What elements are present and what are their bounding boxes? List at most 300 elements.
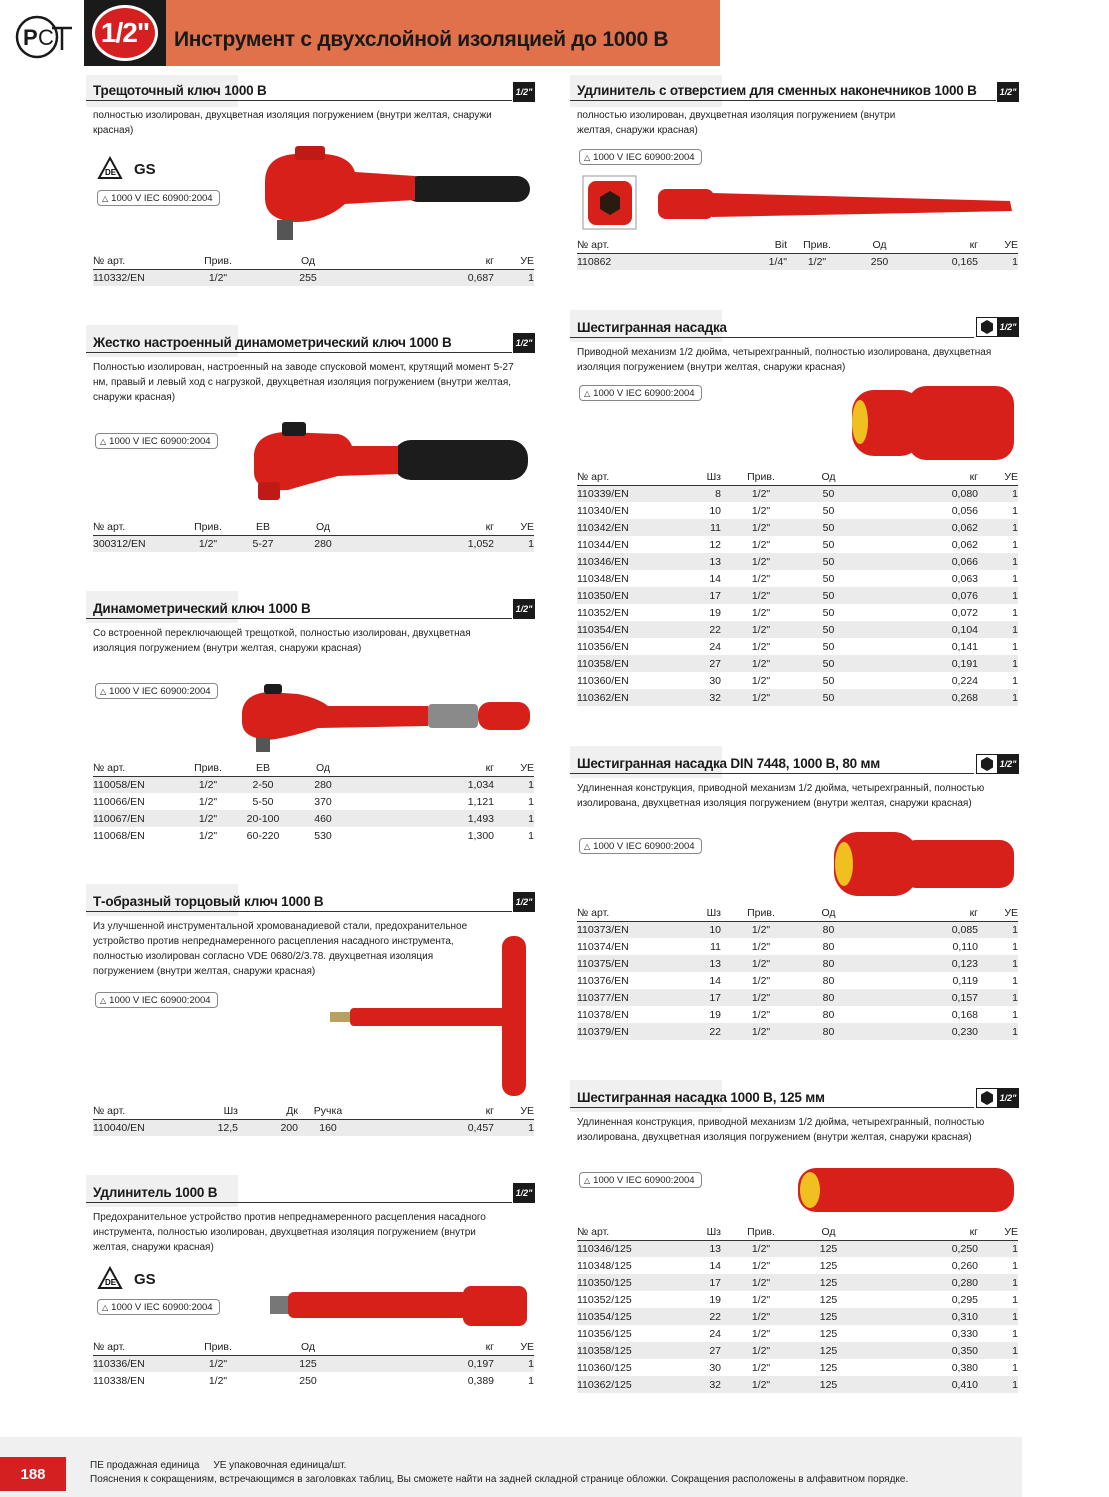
cell: 110379/EN [577, 1023, 677, 1040]
drive-size-label: 1/2" [92, 5, 158, 61]
spec-table-torque [93, 760, 534, 844]
cell: 1/2" [751, 674, 771, 687]
cell: 110377/EN [577, 989, 677, 1006]
spec-table-hex-socket-125 [577, 1224, 1018, 1393]
cell: 1/2" [751, 974, 771, 987]
cell: 24 [709, 1327, 721, 1340]
table-row [93, 810, 534, 827]
cell: 110362/EN [577, 689, 677, 706]
cell: 0,157 [856, 989, 978, 1006]
cell: 50 [822, 538, 835, 551]
cell: 1 [978, 655, 1018, 672]
drive-badge: 1/2" [513, 892, 535, 912]
cell: 1 [978, 587, 1018, 604]
cell: 530 [314, 829, 332, 842]
col-header: Прив. [721, 905, 801, 921]
table-row [577, 1376, 1018, 1393]
iec-certification-badge [579, 149, 702, 165]
drive-badge: 1/2" [997, 317, 1019, 337]
col-header: ЕВ [233, 519, 293, 535]
iec-label: 1000 V IEC 60900:2004 [109, 435, 211, 447]
cell: 110362/125 [577, 1376, 677, 1393]
table-row [577, 570, 1018, 587]
col-header: Шз [677, 469, 721, 485]
cell: 0,141 [951, 640, 978, 653]
drive-badge: 1/2" [513, 333, 535, 353]
table-row [577, 672, 1018, 689]
iec-label: 1000 V IEC 60900:2004 [593, 387, 695, 399]
col-header: Прив. [183, 253, 253, 269]
cell: 22 [677, 1023, 721, 1040]
iec-certification-badge [579, 1172, 702, 1188]
col-header: УЕ [978, 237, 1018, 253]
table-row [577, 1291, 1018, 1308]
table-row [577, 1023, 1018, 1040]
iec-certification-badge [579, 838, 702, 854]
cell: 125 [819, 1361, 838, 1374]
cell: 1 [978, 621, 1018, 638]
bit-extension-image [656, 183, 1016, 225]
cell: 1 [1012, 974, 1018, 987]
cell: 17 [677, 989, 721, 1006]
drive-badge: 1/2" [513, 599, 535, 619]
cell: 50 [801, 519, 856, 536]
col-header: № арт. [93, 1339, 183, 1355]
col-header: кг [358, 1103, 494, 1119]
cell: 1/2" [721, 689, 801, 706]
col-header: кг [856, 1224, 978, 1240]
cell: 1/2" [751, 1008, 771, 1021]
col-header: № арт. [93, 1103, 183, 1119]
cell: 19 [709, 1008, 721, 1021]
gs-icon [131, 1266, 157, 1290]
col-header: № арт. [93, 253, 183, 269]
footer-legend: ПЕ продажная единица УЕ упаковочная единица/шт. [90, 1460, 347, 1471]
cell: 1/2" [721, 655, 801, 672]
table-row [577, 519, 1018, 536]
table-row [577, 972, 1018, 989]
cell: 280 [293, 776, 353, 793]
cell: 0,123 [856, 955, 978, 972]
cell: 1 [1012, 940, 1018, 953]
cert-icons [97, 156, 157, 180]
cell: 0,062 [951, 538, 978, 551]
cell: 0,280 [856, 1274, 978, 1291]
iec-certification-badge [95, 433, 218, 449]
section-title-extension: Удлинитель 1000 В [93, 1185, 218, 1200]
hex-badge [976, 1088, 998, 1108]
cell: 1 [978, 485, 1018, 502]
cell: 125 [819, 1293, 838, 1306]
table-row [577, 1006, 1018, 1023]
cell: 0,076 [856, 587, 978, 604]
cell: 0,380 [951, 1361, 978, 1374]
cell: 1/2" [751, 572, 771, 585]
section-description: Приводной механизм 1/2 дюйма, четырехгранный, полностью изолирована, двухцветная изоляция погружением (внутри желтая, снаружи красная) [577, 347, 992, 373]
col-header: УЕ [494, 253, 534, 269]
iec-certification-badge [95, 992, 218, 1008]
cell: 1 [978, 1274, 1018, 1291]
bit-holder-detail-image [582, 175, 637, 230]
cell: 1,121 [467, 795, 494, 808]
table-row [577, 1308, 1018, 1325]
spec-table-tbar [93, 1103, 534, 1136]
col-header: Од [293, 760, 353, 776]
table-row [93, 1119, 534, 1136]
section-title-hex-socket-80: Шестигранная насадка DIN 7448, 1000 В, 80 мм [577, 756, 881, 771]
cell: 1/4" [677, 253, 787, 270]
cell: 110068/EN [93, 829, 145, 842]
hexagon-icon [979, 1090, 995, 1106]
cell: 110340/EN [577, 504, 629, 517]
cell: 0,268 [856, 689, 978, 706]
cell: 250 [847, 253, 912, 270]
drive-badge: 1/2" [513, 1183, 535, 1203]
table-row [577, 1240, 1018, 1257]
cell: 0,119 [952, 974, 978, 987]
iec-certification-badge [97, 190, 220, 206]
cell: 0,410 [856, 1376, 978, 1393]
cell: 14 [709, 1259, 721, 1272]
section-title-torque: Динамометрический ключ 1000 В [93, 601, 311, 616]
cell: 1/2" [198, 829, 218, 842]
cell: 110354/125 [577, 1308, 677, 1325]
spec-table-torque-fixed [93, 519, 534, 552]
cell: 110358/125 [577, 1342, 677, 1359]
cell: 5-50 [252, 795, 274, 808]
col-header: № арт. [577, 469, 677, 485]
table-body [577, 485, 1018, 706]
cell: 12 [709, 538, 721, 551]
col-header: кг [363, 253, 494, 269]
svg-text:DE: DE [105, 168, 117, 177]
cell: 80 [801, 989, 856, 1006]
cell: 11 [710, 940, 721, 953]
section-title-bit-extension: Удлинитель с отверстием для сменных наконечников 1000 В [577, 83, 977, 98]
cell: 0,310 [856, 1308, 978, 1325]
cell: 1/2" [208, 1374, 228, 1387]
cell: 0,250 [856, 1240, 978, 1257]
cell: 1 [1012, 538, 1018, 551]
cell: 0,197 [363, 1355, 494, 1372]
cell: 250 [299, 1374, 317, 1387]
cell: 300312/EN [93, 535, 183, 552]
section-description: Предохранительное устройство против непреднамеренного расцепления насадного инструмента, полностью изолирован, двухцветная изоляция погружением (внутри желтая, снаружи красная) [93, 1212, 486, 1253]
vde-icon [97, 1266, 123, 1290]
cell: 1 [494, 1119, 534, 1136]
warning-triangle-icon: △ [100, 995, 107, 1005]
cell: 1/2" [183, 776, 233, 793]
cell: 1/2" [721, 955, 801, 972]
cell: 1 [1012, 1008, 1018, 1021]
cell: 80 [801, 1023, 856, 1040]
col-header: кг [363, 1339, 494, 1355]
table-row [577, 1325, 1018, 1342]
cell: 1/2" [751, 538, 771, 551]
table-row [93, 1355, 534, 1372]
cell: 110339/EN [577, 485, 677, 502]
section-title-hex-socket: Шестигранная насадка [577, 320, 727, 335]
col-header: Прив. [183, 519, 233, 535]
col-header: кг [353, 760, 494, 776]
table-row [577, 1342, 1018, 1359]
cell: 14 [709, 974, 721, 987]
cell: 370 [314, 795, 332, 808]
cell: 110360/EN [577, 674, 629, 687]
cell: 110350/EN [577, 587, 677, 604]
col-header: ЕВ [233, 760, 293, 776]
cell: 0,230 [856, 1023, 978, 1040]
svg-text:P: P [23, 25, 38, 50]
col-header: кг [856, 469, 978, 485]
cell: 1,300 [467, 829, 494, 842]
cell: 110332/EN [93, 269, 183, 286]
cell: 80 [801, 921, 856, 938]
cell: 125 [801, 1308, 856, 1325]
cell: 0,687 [363, 269, 494, 286]
cell: 110374/EN [577, 940, 629, 953]
cell: 1,034 [353, 776, 494, 793]
cell: 1 [1012, 606, 1018, 619]
iec-label: 1000 V IEC 60900:2004 [593, 840, 695, 852]
cell: 1 [978, 689, 1018, 706]
cell: 50 [801, 485, 856, 502]
torque-wrench-fixed-image [248, 420, 533, 505]
cell: 0,085 [856, 921, 978, 938]
cell: 1,493 [353, 810, 494, 827]
cell: 0,295 [951, 1293, 978, 1306]
col-header: № арт. [93, 519, 183, 535]
section-description: полностью изолирован, двухцветная изоляция погружением (внутри желтая, снаружи красная) [93, 110, 492, 136]
cell: 8 [677, 485, 721, 502]
cell: 1/2" [721, 553, 801, 570]
cell: 0,165 [912, 253, 978, 270]
cell: 1/2" [183, 1355, 253, 1372]
cell: 22 [677, 621, 721, 638]
col-header: кг [912, 237, 978, 253]
table-row [577, 921, 1018, 938]
cell: 30 [709, 1361, 721, 1374]
table-row [577, 1359, 1018, 1376]
col-header: Од [293, 519, 353, 535]
cell: 110373/EN [577, 921, 677, 938]
cell: 1 [978, 955, 1018, 972]
cell: 1/2" [721, 921, 801, 938]
cell: 125 [253, 1355, 363, 1372]
table-row [577, 587, 1018, 604]
hex-socket-80-image [832, 828, 1017, 900]
iec-label: 1000 V IEC 60900:2004 [109, 685, 211, 697]
cell: 110344/EN [577, 538, 629, 551]
cell: 1/2" [183, 535, 233, 552]
drive-badge: 1/2" [513, 82, 535, 102]
hex-socket-image [848, 382, 1018, 464]
cell: 0,110 [952, 940, 978, 953]
cell: 160 [298, 1119, 358, 1136]
cell: 110040/EN [93, 1119, 183, 1136]
cell: 80 [822, 974, 835, 987]
cell: 0,389 [467, 1374, 494, 1387]
drive-badge: 1/2" [997, 754, 1019, 774]
cell: 110375/EN [577, 955, 677, 972]
cell: 1/2" [751, 606, 771, 619]
section-description: полностью изолирован, двухцветная изоляция погружением (внутри желтая, снаружи красная) [577, 110, 896, 136]
table-row [93, 776, 534, 793]
cell: 1/2" [751, 504, 771, 517]
col-header: № арт. [577, 237, 677, 253]
cell: 17 [677, 587, 721, 604]
cell: 1/2" [183, 269, 253, 286]
cell: 110346/125 [577, 1240, 677, 1257]
cell: 1 [1012, 640, 1018, 653]
svg-text:DE: DE [105, 1278, 117, 1287]
cell: 1/2" [721, 989, 801, 1006]
cell: 1,052 [353, 535, 494, 552]
table-row [577, 1257, 1018, 1274]
iec-certification-badge [579, 385, 702, 401]
cell: 50 [822, 640, 835, 653]
cell: 1/2" [721, 485, 801, 502]
cell: 1/2" [183, 810, 233, 827]
cell: 125 [801, 1342, 856, 1359]
cell: 1 [494, 1355, 534, 1372]
cell: 1 [1012, 504, 1018, 517]
section-title-ratchet: Трещоточный ключ 1000 В [93, 83, 267, 98]
section-title-hex-socket-125: Шестигранная насадка 1000 В, 125 мм [577, 1090, 825, 1105]
cell: 30 [709, 674, 721, 687]
cell: 1/2" [751, 640, 771, 653]
table-body [577, 1240, 1018, 1393]
col-header: Шз [677, 1224, 721, 1240]
cell: 1 [1012, 572, 1018, 585]
cell: 1 [494, 535, 534, 552]
spec-table-hex-socket-80 [577, 905, 1018, 1040]
iec-certification-badge [97, 1299, 220, 1315]
cell: 1 [978, 1376, 1018, 1393]
col-header: УЕ [978, 1224, 1018, 1240]
cell: 1/2" [721, 1308, 801, 1325]
table-row [577, 485, 1018, 502]
warning-triangle-icon: △ [100, 686, 107, 696]
cell: 27 [677, 1342, 721, 1359]
cell: 0,062 [856, 519, 978, 536]
cell: 13 [677, 553, 721, 570]
table-row [577, 621, 1018, 638]
cell: 10 [677, 921, 721, 938]
extension-bar-image [268, 1280, 530, 1330]
section-rule [570, 1107, 974, 1108]
gs-icon [131, 156, 157, 180]
cell: 110862 [577, 253, 677, 270]
cell: 1/2" [751, 940, 771, 953]
cell: 125 [819, 1327, 838, 1340]
col-header: Од [847, 237, 912, 253]
svg-text:GS: GS [134, 161, 156, 178]
cell: 125 [801, 1240, 856, 1257]
table-row [93, 535, 534, 552]
cell: 0,066 [856, 553, 978, 570]
cell: 50 [801, 587, 856, 604]
cell: 60-220 [246, 829, 280, 842]
table-row [577, 938, 1018, 955]
iec-certification-badge [95, 683, 218, 699]
table-row [93, 1372, 534, 1389]
cell: 27 [677, 655, 721, 672]
col-header: Ручка [298, 1103, 358, 1119]
table-row [577, 638, 1018, 655]
iec-label: 1000 V IEC 60900:2004 [109, 994, 211, 1006]
cell: 1 [528, 829, 534, 842]
cell: 1 [494, 269, 534, 286]
col-header: Од [801, 1224, 856, 1240]
cell: 0,072 [951, 606, 978, 619]
col-header: Прив. [183, 1339, 253, 1355]
cell: 80 [822, 1008, 835, 1021]
drive-badge: 1/2" [997, 82, 1019, 102]
section-description: Удлиненная конструкция, приводной механизм 1/2 дюйма, четырехгранный, полностью изолирована, двухцветная изоляция погружением (внутри желтая, снаружи красная) [577, 1117, 985, 1143]
cell: 0,350 [856, 1342, 978, 1359]
cell: 110352/EN [577, 606, 629, 619]
cell: 1/2" [721, 1240, 801, 1257]
cell: 110058/EN [93, 776, 183, 793]
cell: 110352/125 [577, 1293, 632, 1306]
cell: 280 [293, 535, 353, 552]
cell: 110067/EN [93, 810, 183, 827]
cell: 110066/EN [93, 795, 145, 808]
cell: 1 [978, 1240, 1018, 1257]
cell: 50 [801, 689, 856, 706]
warning-triangle-icon: △ [102, 193, 109, 203]
cell: 110342/EN [577, 519, 677, 536]
cell: 0,080 [856, 485, 978, 502]
cell: 1/2" [721, 1023, 801, 1040]
section-rule [570, 337, 974, 338]
warning-triangle-icon: △ [102, 1302, 109, 1312]
section-rule [86, 352, 512, 353]
cell: 0,168 [951, 1008, 978, 1021]
cell: 110350/125 [577, 1274, 677, 1291]
warning-triangle-icon: △ [584, 841, 591, 851]
col-header: Прив. [721, 469, 801, 485]
cell: 80 [801, 955, 856, 972]
cell: 125 [801, 1274, 856, 1291]
hexagon-icon [979, 319, 995, 335]
cell: 10 [709, 504, 721, 517]
table-row [577, 536, 1018, 553]
cell: 200 [238, 1119, 298, 1136]
cell: 0,056 [951, 504, 978, 517]
cell: 1 [978, 921, 1018, 938]
cell: 110338/EN [93, 1374, 145, 1387]
cell: 22 [677, 1308, 721, 1325]
cell: 110356/125 [577, 1327, 632, 1340]
cell: 50 [822, 674, 835, 687]
cell: 1 [1012, 1361, 1018, 1374]
cell: 0,457 [358, 1119, 494, 1136]
col-header: Шз [183, 1103, 238, 1119]
cell: 13 [677, 955, 721, 972]
cell: 1 [1012, 1259, 1018, 1272]
warning-triangle-icon: △ [584, 152, 591, 162]
table-row [93, 269, 534, 286]
hex-socket-125-image [796, 1164, 1016, 1216]
table-row [577, 604, 1018, 621]
col-header: Од [801, 905, 856, 921]
section-description: Удлиненная конструкция, приводной механизм 1/2 дюйма, четырехгранный, полностью изолирована, двухцветная изоляция погружением (внутри желтая, снаружи красная) [577, 783, 985, 809]
cell: 110348/EN [577, 572, 629, 585]
cell: 0,260 [951, 1259, 978, 1272]
drive-size-badge [84, 0, 166, 66]
